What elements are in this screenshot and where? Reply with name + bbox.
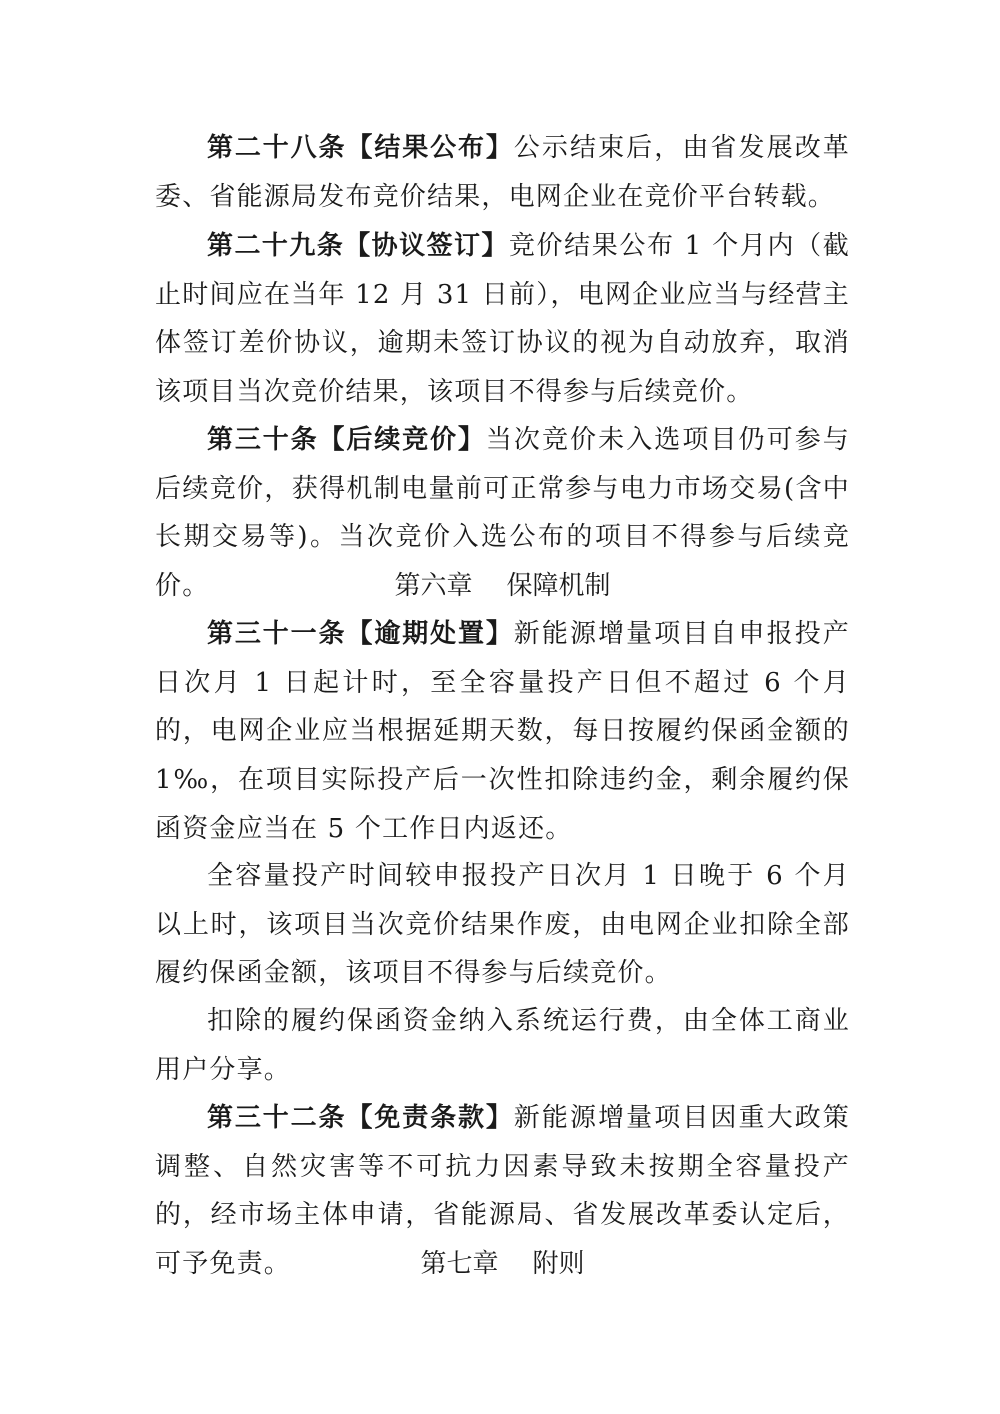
article-29-head: 第二十九条【协议签订】	[207, 231, 509, 261]
article-31	[155, 610, 850, 854]
chapter-7-heading	[155, 1240, 850, 1288]
article-30-body: 当次竞价未入选项目仍可参与后续竞价，获得机制电量前可正常参与电力市场交易(含中长期交易等)。当次竞价入选公布的项目不得参与后续竞价。	[155, 425, 850, 602]
article-28-body: 公示结束后，由省发展改革委、省能源局发布竞价结果，电网企业在竞价平台转载。	[155, 133, 850, 212]
chapter-6-heading	[155, 562, 850, 610]
article-31-paragraph-2	[155, 852, 850, 998]
article-31-body: 新能源增量项目自申报投产日次月 1 日起计时，至全容量投产日但不超过 6 个月的，电网企业应当根据延期天数，每日按履约保函金额的 1‰，在项目实际投产后一次性扣除违约金，剩余履约保函资金应当在 5 个工作日内返还。	[155, 619, 850, 844]
chapter-6-number: 第六章	[394, 571, 473, 601]
article-28	[155, 124, 850, 221]
article-31-paragraph	[155, 610, 850, 854]
chapter-7-number: 第七章	[420, 1249, 499, 1279]
article-29	[155, 222, 850, 417]
article-31-para-2	[155, 852, 850, 998]
article-31-para-3-body: 扣除的履约保函资金纳入系统运行费，由全体工商业用户分享。	[155, 1006, 850, 1085]
article-32-body: 新能源增量项目因重大政策调整、自然灾害等不可抗力因素导致未按期全容量投产的，经市场主体申请，省能源局、省发展改革委认定后，可予免责。	[155, 1103, 850, 1280]
article-32-head: 第三十二条【免责条款】	[207, 1103, 514, 1133]
article-31-para-3	[155, 997, 850, 1094]
article-28-paragraph	[155, 124, 850, 221]
chapter-6-title: 保障机制	[506, 571, 611, 601]
article-31-head: 第三十一条【逾期处置】	[207, 619, 514, 649]
article-31-paragraph-3	[155, 997, 850, 1094]
article-29-paragraph	[155, 222, 850, 417]
article-30-head: 第三十条【后续竞价】	[207, 425, 486, 455]
chapter-7-title: 附则	[532, 1249, 585, 1279]
article-29-body: 竞价结果公布 1 个月内（截止时间应在当年 12 月 31 日前），电网企业应当与经营主体签订差价协议，逾期未签订协议的视为自动放弃，取消该项目当次竞价结果，该项目不得参与后续竞价。	[155, 231, 850, 408]
article-31-para-2-body: 全容量投产时间较申报投产日次月 1 日晚于 6 个月以上时，该项目当次竞价结果作废，由电网企业扣除全部履约保函金额，该项目不得参与后续竞价。	[155, 861, 850, 989]
article-28-head: 第二十八条【结果公布】	[207, 133, 514, 163]
